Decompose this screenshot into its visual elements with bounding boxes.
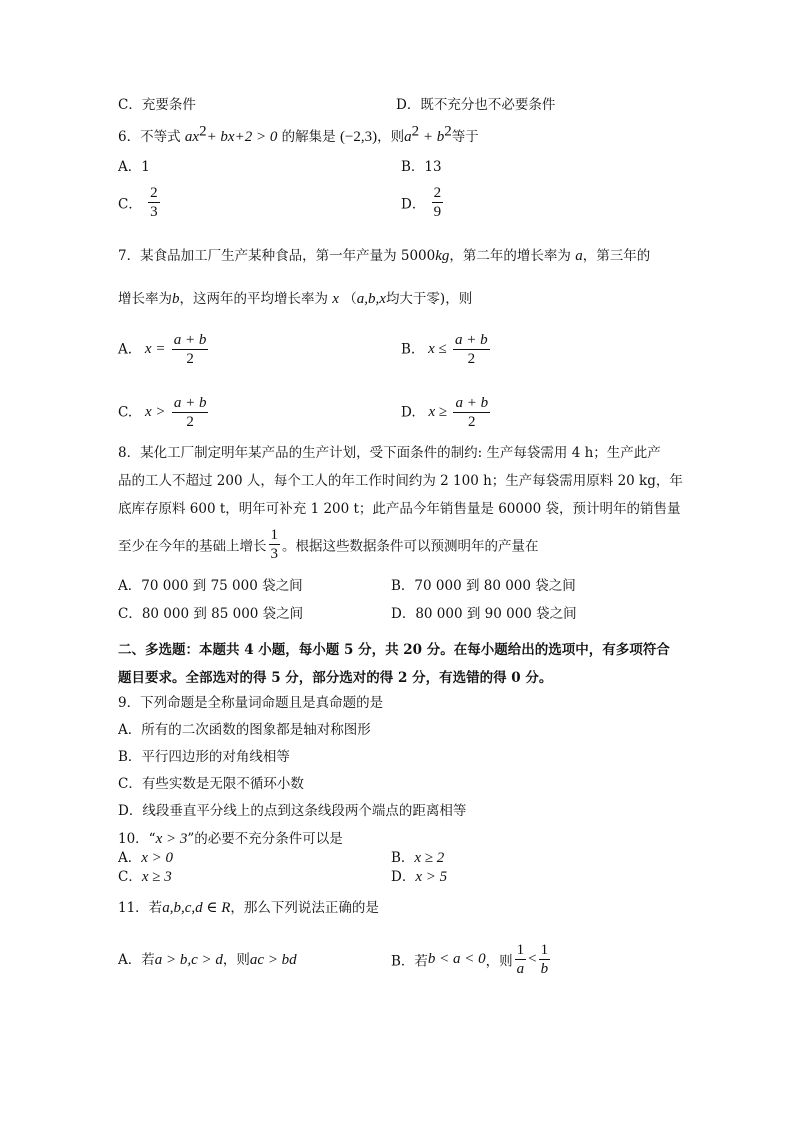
q8-stem-line3: 底库存原料 600 t，明年可补充 1 200 t；此产品今年销售量是 60000 袋，预计明年的销售量 [118, 501, 681, 517]
q10-option-d: D．x > 5 [391, 869, 448, 885]
fraction: $\frac{1}{a}$ [516, 942, 525, 977]
q10-stem: 10．“x > 3”的必要不充分条件可以是 [118, 831, 343, 847]
fraction: $\frac{a + b}{2}$ [173, 395, 207, 430]
q8-stem-line1: 8．某化工厂制定明年某产品的生产计划，受下面条件的制约: 生产每袋需用 4 h；生产此产 [118, 445, 661, 461]
q7-option-c: C. x > $\frac{a + b}{2}$ [118, 395, 207, 430]
q7-option-b: B. x ≤ $\frac{a + b}{2}$ [401, 332, 488, 367]
q8-option-b: B．70 000 到 80 000 袋之间 [391, 578, 576, 594]
q11-option-b: B．若b < a < 0，则 $\frac{1}{a}$ < $\frac{1}{b}$ [391, 942, 549, 977]
q5-option-c: C．充要条件 [118, 97, 196, 113]
fraction: $\frac{a + b}{2}$ [173, 332, 207, 367]
q6-option-d: D． $\frac{2}{9}$ [401, 185, 442, 220]
q6-option-b: B．13 [401, 159, 442, 175]
q8-option-c: C．80 000 到 85 000 袋之间 [118, 606, 304, 622]
section2-header-line1: 二、多选题：本题共 4 小题，每小题 5 分，共 20 分。在每小题给出的选项中，有多项符合 [118, 642, 670, 658]
fraction: $\frac{a + b}{2}$ [455, 395, 489, 430]
section2-header-line2: 题目要求。全部选对的得 5 分，部分选对的得 2 分，有选错的得 0 分。 [118, 670, 553, 686]
q6-option-c: C． $\frac{2}{3}$ [118, 185, 158, 220]
q8-option-d: D．80 000 到 90 000 袋之间 [391, 606, 577, 622]
q6-stem: 6．不等式 $ax^2+ bx+2 > 0$ 的解集是 (−2,3)，则$a^2 + b^2$等于 [118, 123, 479, 145]
q7-option-d: D. x ≥ $\frac{a + b}{2}$ [401, 395, 489, 430]
q8-stem-line2: 品的工人不超过 200 人，每个工人的年工作时间约为 2 100 h；生产每袋需用原料 20 kg，年 [118, 473, 683, 489]
q9-option-b: B．平行四边形的对角线相等 [118, 749, 290, 765]
q9-option-a: A．所有的二次函数的图象都是轴对称图形 [118, 722, 371, 738]
q9-stem: 9．下列命题是全称量词命题且是真命题的是 [118, 695, 384, 711]
q8-stem-line4: 至少在今年的基础上增长 $\frac{1}{3}$ 。根据这些数据条件可以预测明年的产量在 [118, 527, 539, 562]
fraction: $\frac{1}{b}$ [540, 942, 549, 977]
q7-option-a: A. x = $\frac{a + b}{2}$ [118, 332, 207, 367]
q11-stem: 11．若a,b,c,d ∈ R，那么下列说法正确的是 [118, 900, 379, 916]
fraction: $\frac{2}{3}$ [150, 185, 158, 220]
q9-option-d: D．线段垂直平分线上的点到这条线段两个端点的距离相等 [118, 803, 467, 819]
fraction: $\frac{2}{9}$ [433, 185, 442, 220]
q5-option-d: D．既不充分也不必要条件 [396, 97, 556, 113]
q8-option-a: A．70 000 到 75 000 袋之间 [118, 578, 303, 594]
q10-option-a: A．x > 0 [118, 850, 174, 866]
q6-option-a: A．1 [118, 159, 150, 175]
q10-option-c: C．x ≥ 3 [118, 869, 172, 885]
q10-option-b: B．x ≥ 2 [391, 850, 445, 866]
q9-option-c: C．有些实数是无限不循环小数 [118, 776, 304, 792]
fraction: $\frac{1}{3}$ [270, 527, 278, 562]
q7-stem-line1: 7．某食品加工厂生产某种食品，第一年产量为 5000kg，第二年的增长率为 a，第三年的 [118, 248, 651, 264]
q7-stem-line2: 增长率为b，这两年的平均增长率为 x （a,b,x均大于零)，则 [118, 291, 473, 307]
fraction: $\frac{a + b}{2}$ [455, 332, 488, 367]
q11-option-a: A．若a > b,c > d，则ac > bd [118, 952, 297, 968]
